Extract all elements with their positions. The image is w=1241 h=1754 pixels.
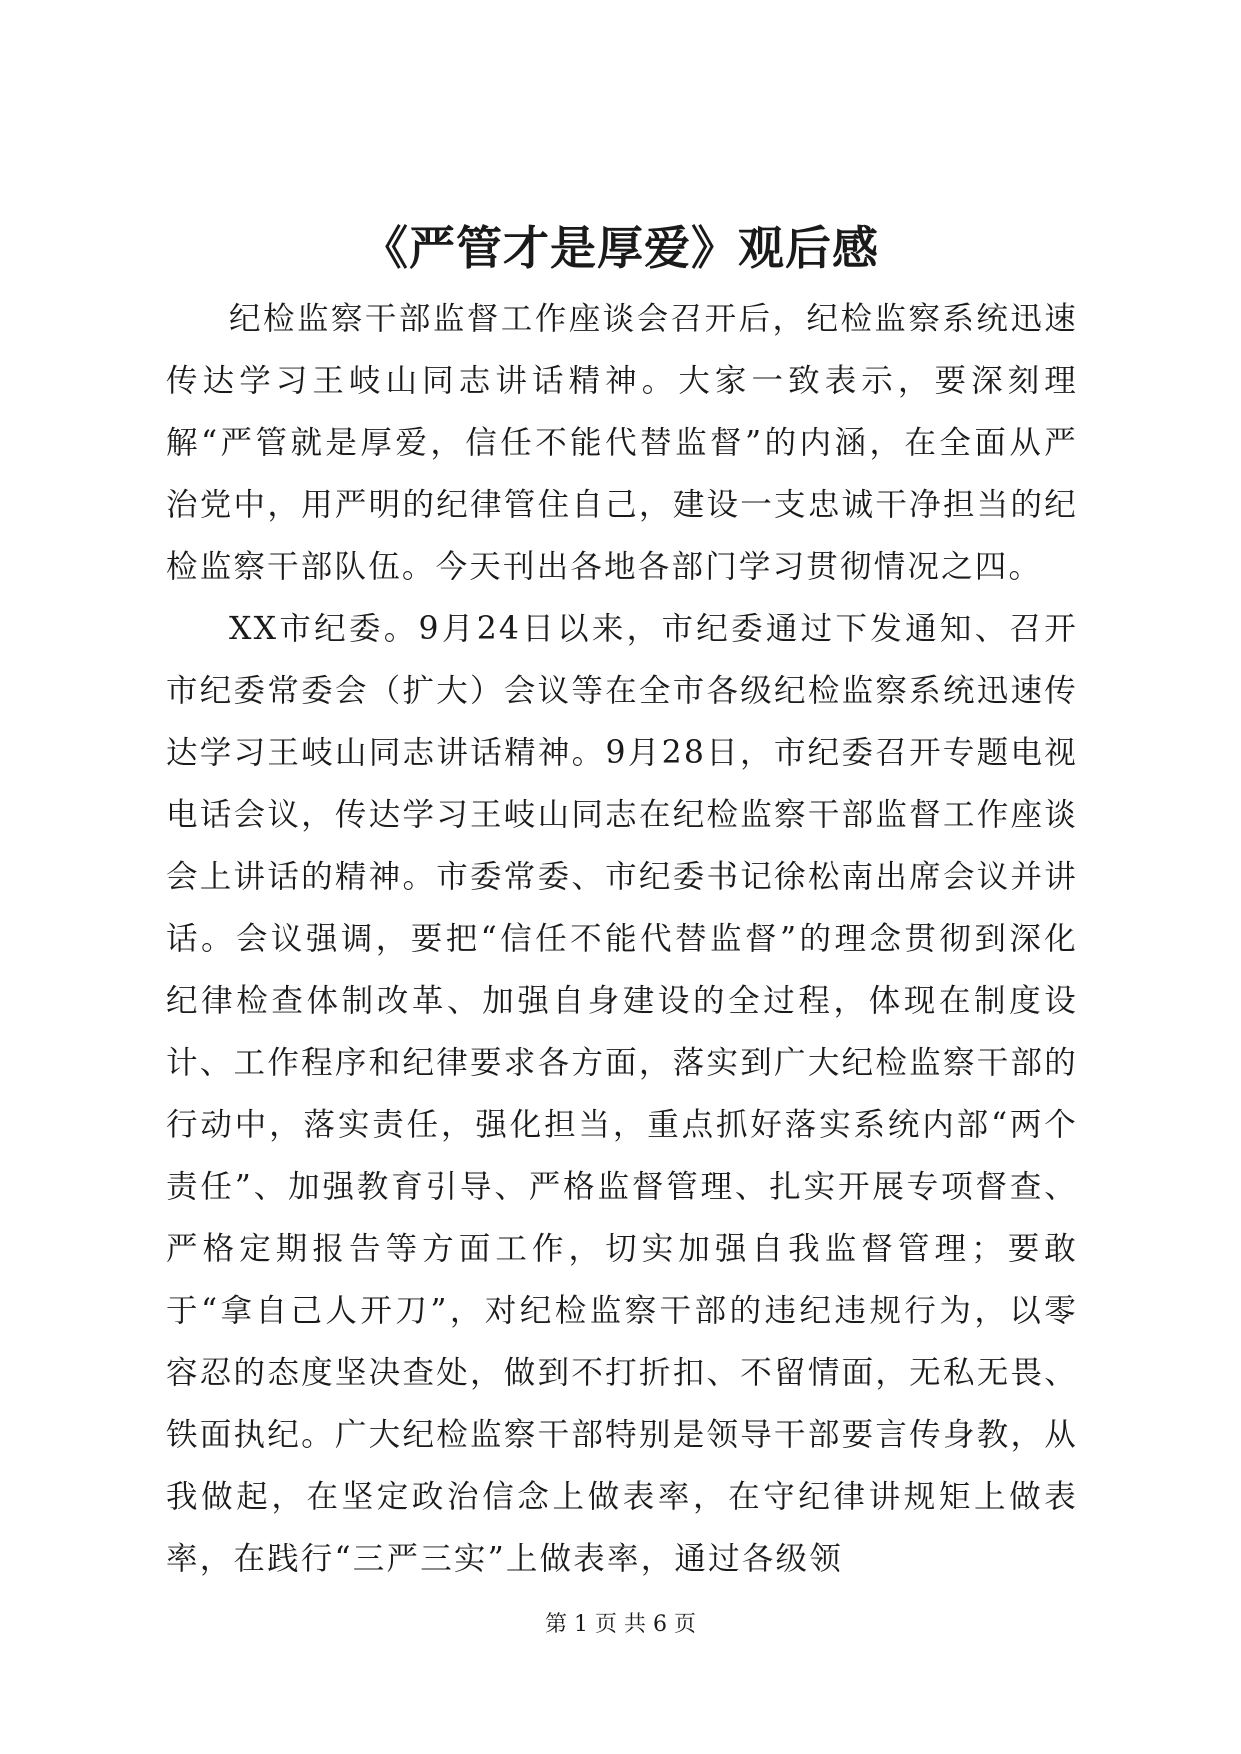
document-title: 《严管才是厚爱》观后感: [362, 221, 879, 275]
paragraph-intro: 纪检监察干部监督工作座谈会召开后，纪检监察系统迅速传达学习王岐山同志讲话精神。大家一致表示，要深刻理解“严管就是厚爱，信任不能代替监督”的内涵，在全面从严治党中，用严明的纪律管住自己，建设一支忠诚干净担当的纪检监察干部队伍。今天刊出各地各部门学习贯彻情况之四。: [166, 301, 1078, 585]
paragraph-city-commission: XX市纪委。9月24日以来，市纪委通过下发通知、召开市纪委常委会（扩大）会议等在全市各级纪检监察系统迅速传达学习王岐山同志讲话精神。9月28日，市纪委召开专题电视电话会议，传达学习王岐山同志在纪检监察干部监督工作座谈会上讲话的精神。市委常委、市纪委书记徐松南出席会议并讲话。会议强调，要把“信任不能代替监督”的理念贯彻到深化纪律检查体制改革、加强自身建设的全过程，体现在制度设计、工作程序和纪律要求各方面，落实到广大纪检监察干部的行动中，落实责任，强化担当，重点抓好落实系统内部“两个责任”、加强教育引导、严格监督管理、扎实开展专项督查、严格定期报告等方面工作，切实加强自我监督管理；要敢于“拿自己人开刀”，对纪检监察干部的违纪违规行为，以零容忍的态度坚决查处，做到不打折扣、不留情面，无私无畏、铁面执纪。广大纪检监察干部特别是领导干部要言传身教，从我做起，在坚定政治信念上做表率，在守纪律讲规矩上做表率，在践行“三严三实”上做表率，通过各级领: [166, 611, 1078, 1577]
document-body: [166, 288, 1078, 1590]
page-footer: 第 1 页 共 6 页: [545, 1612, 696, 1637]
